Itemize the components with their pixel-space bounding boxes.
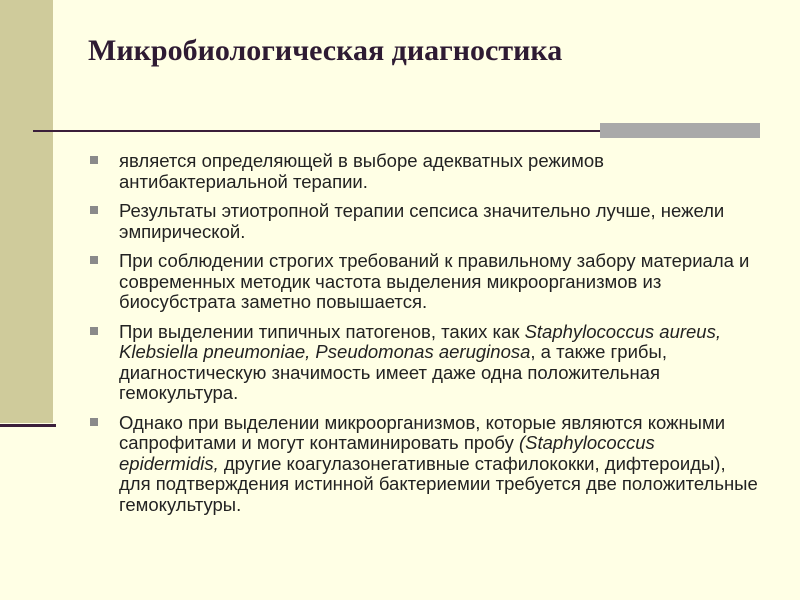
bullet-text-prefix: При выделении типичных патогенов, таких как (119, 320, 525, 342)
bullet-item (89, 413, 759, 516)
square-bullet-icon (90, 327, 98, 335)
square-bullet-icon (90, 206, 98, 214)
slide-title: Микробиологическая диагностика (88, 34, 563, 67)
bullet-item (89, 251, 759, 313)
bullet-text: Результаты этиотропной терапии сепсиса значительно лучше, нежели эмпирической. (119, 200, 725, 242)
square-bullet-icon (90, 418, 98, 426)
bullet-text-prefix: Однако при выделении микроорганизмов, которые являются кожными сапрофитами и могут контаминировать пробу (119, 411, 726, 453)
bullet-text-suffix: другие коагулазонегативные стафилококки, дифтероиды), для подтверждения истинной бактериемии требуется две положительные гемокультуры. (119, 452, 758, 515)
square-bullet-icon (90, 156, 98, 164)
square-bullet-icon (90, 256, 98, 264)
bullet-item (89, 322, 759, 404)
bullet-text-suffix: , а также грибы, диагностическую значимость имеет даже одна положительная гемокультура. (119, 341, 667, 403)
title-divider-accent-block (600, 123, 760, 138)
pathogen-names-italic: Staphylococcus aureus, Klebsiella pneumoniae, Pseudomonas aeruginosa (119, 320, 721, 362)
bullet-text: является определяющей в выборе адекватных режимов антибактериальной терапии. (119, 150, 604, 192)
bullet-item (89, 201, 759, 242)
sidebar-accent-bar (0, 0, 53, 423)
bullet-text: При соблюдении строгих требований к правильному забору материала и современных методик частота выделения микроорганизмов из биосубстрата заметно повышается. (119, 250, 750, 312)
bullet-list (89, 151, 759, 524)
bullet-item (89, 151, 759, 192)
sidebar-divider (0, 424, 56, 427)
pathogen-names-italic: (Staphylococcus epidermidis, (119, 432, 655, 474)
